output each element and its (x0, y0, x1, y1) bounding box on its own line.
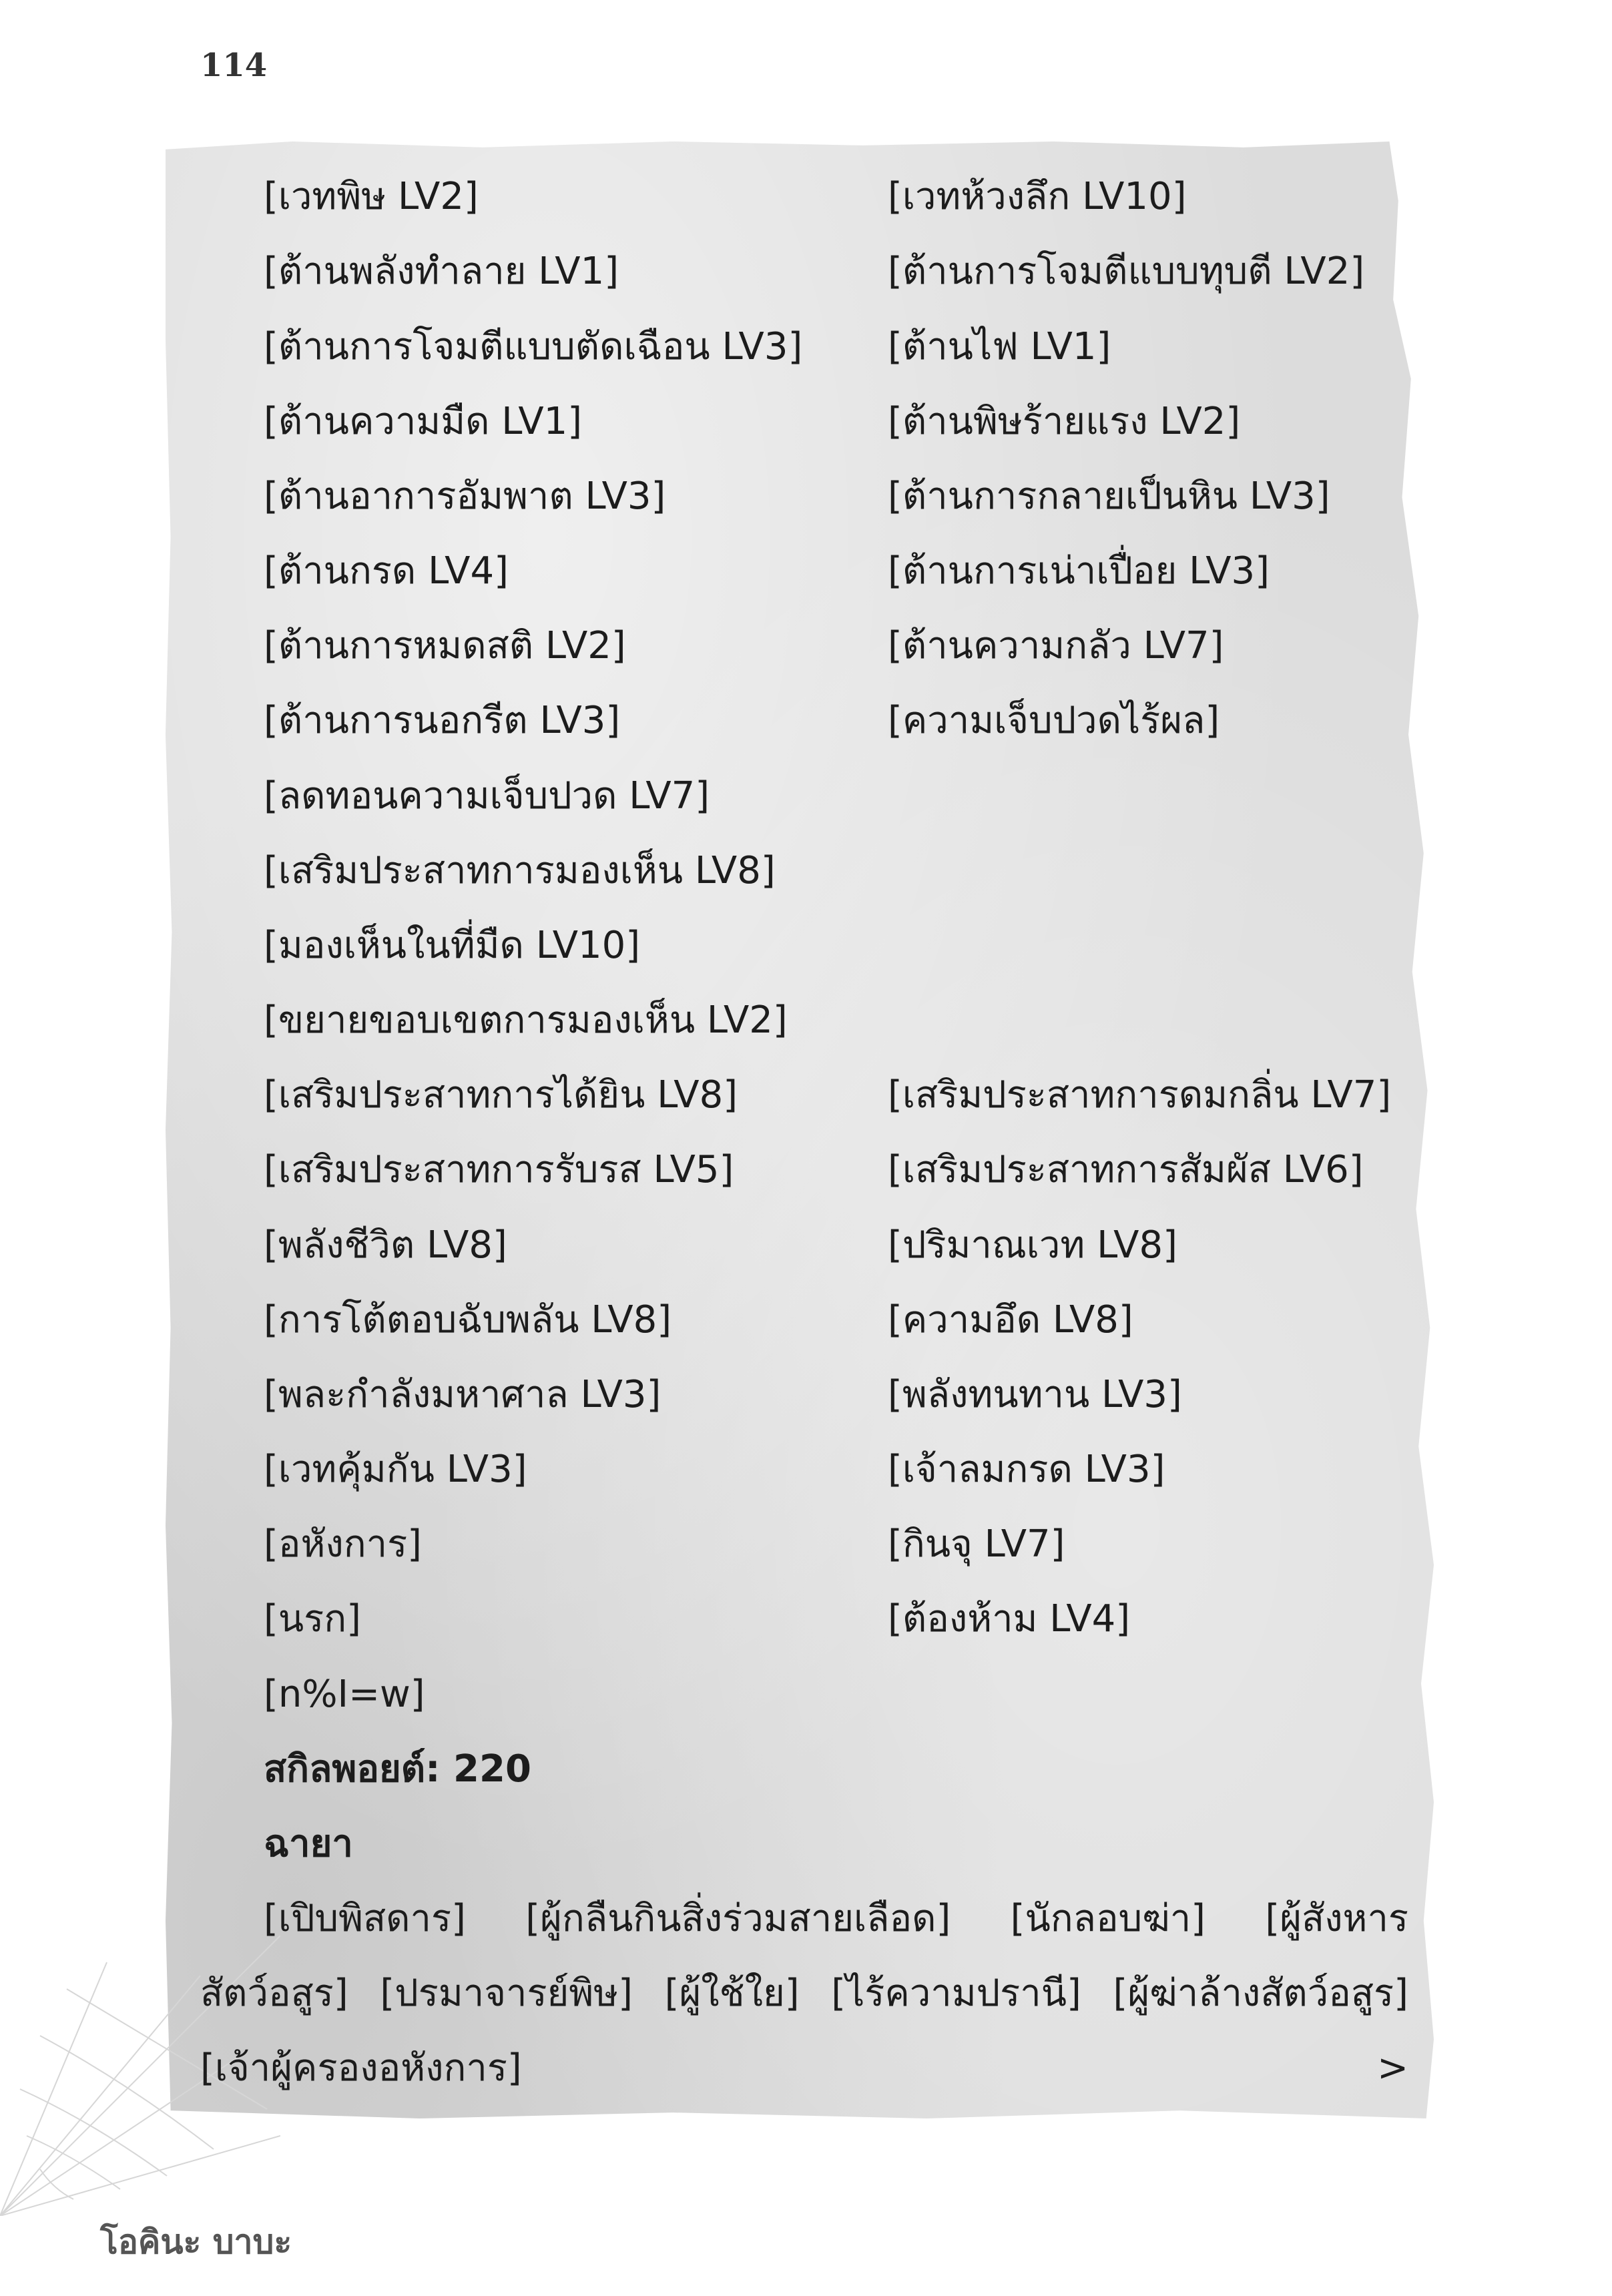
titles-line-1 (264, 1896, 1408, 1942)
skill-item: [ต้านความมืด LV1] (264, 400, 583, 443)
skill-item: [ต้านการโจมตีแบบทุบตี LV2] (888, 250, 1365, 293)
title-item: สัตว์อสูร] (200, 1972, 348, 2015)
title-item: [ผู้ฆ่าล้างสัตว์อสูร] (1113, 1972, 1408, 2015)
skill-item: [เสริมประสาทการมองเห็น LV8] (264, 849, 776, 892)
skill-item: [เสริมประสาทการรับรส LV5] (264, 1148, 734, 1191)
skill-item: [เสริมประสาทการดมกลิ่น LV7] (888, 1073, 1392, 1117)
skill-item: [ความเจ็บปวดไร้ผล] (888, 699, 1220, 742)
skill-item: [ลดทอนความเจ็บปวด LV7] (264, 774, 710, 818)
title-item: [ผู้สังหาร (1265, 1897, 1408, 1940)
skill-item: [ต้านพิษร้ายแรง LV2] (888, 400, 1241, 443)
skill-item: [ต้านพลังทำลาย LV1] (264, 250, 619, 293)
skill-item: [ขยายขอบเขตการมองเห็น LV2] (264, 998, 788, 1042)
skill-item: [ต้านการเน่าเปื่อย LV3] (888, 549, 1270, 593)
title-item: [ผู้ใช้ใย] (664, 1972, 800, 2015)
skill-item: [ต้านการหมดสติ LV2] (264, 624, 626, 667)
skill-item: [นรก] (264, 1597, 361, 1641)
author-name: โอคินะ บาบะ (100, 2223, 292, 2261)
skill-item: [ต้องห้าม LV4] (888, 1597, 1131, 1641)
skill-item: [ต้านไฟ LV1] (888, 325, 1111, 368)
titles-line-2 (200, 1970, 1408, 2017)
skill-item: [เจ้าลมกรด LV3] (888, 1448, 1165, 1491)
skill-item: [พละกำลังมหาศาล LV3] (264, 1373, 661, 1416)
skill-item: [มองเห็นในที่มืด LV10] (264, 924, 641, 967)
titles-heading: ฉายา (264, 1822, 353, 1866)
skill-item: [n%I=w] (264, 1673, 425, 1716)
titles-line-3 (200, 2045, 1408, 2092)
skill-item: [เสริมประสาทการได้ยิน LV8] (264, 1073, 738, 1117)
skill-item: [พลังชีวิต LV8] (264, 1223, 507, 1267)
skill-item: [เสริมประสาทการสัมผัส LV6] (888, 1148, 1364, 1191)
skill-item: [ต้านความกลัว LV7] (888, 624, 1224, 667)
title-item: [เจ้าผู้ครองอหังการ] (200, 2046, 522, 2090)
title-item: [ผู้กลืนกินสิ่งร่วมสายเลือด] (525, 1897, 951, 1940)
skill-points: สกิลพอยต์: 220 (264, 1747, 531, 1791)
page-number: 114 (200, 47, 268, 84)
skill-item: [ปริมาณเวท LV8] (888, 1223, 1177, 1267)
skill-item: [การโต้ตอบฉับพลัน LV8] (264, 1298, 672, 1342)
skill-item: [เวทคุ้มกัน LV3] (264, 1448, 527, 1491)
skill-item: [ต้านกรด LV4] (264, 549, 509, 593)
title-item: [ไร้ความปรานี] (831, 1972, 1081, 2015)
skill-item: [ต้านการโจมตีแบบตัดเฉือน LV3] (264, 325, 803, 368)
skill-item: [เวทพิษ LV2] (264, 175, 479, 218)
skill-item: [พลังทนทาน LV3] (888, 1373, 1182, 1416)
skill-item: [เวทห้วงลึก LV10] (888, 175, 1187, 218)
title-item: [ปรมาจารย์พิษ] (380, 1972, 633, 2015)
skill-item: [ต้านการนอกรีต LV3] (264, 699, 621, 742)
skill-item: [ความอึด LV8] (888, 1298, 1133, 1342)
continue-marker: > (1377, 2046, 1408, 2090)
skill-item: [ต้านการกลายเป็นหิน LV3] (888, 475, 1330, 518)
skill-item: [กินจุ LV7] (888, 1522, 1065, 1566)
title-item: [นักลอบฆ่า] (1010, 1897, 1206, 1940)
skill-item: [อหังการ] (264, 1522, 423, 1566)
title-item: [เปิบพิสดาร] (264, 1897, 466, 1940)
skill-item: [ต้านอาการอัมพาต LV3] (264, 475, 666, 518)
